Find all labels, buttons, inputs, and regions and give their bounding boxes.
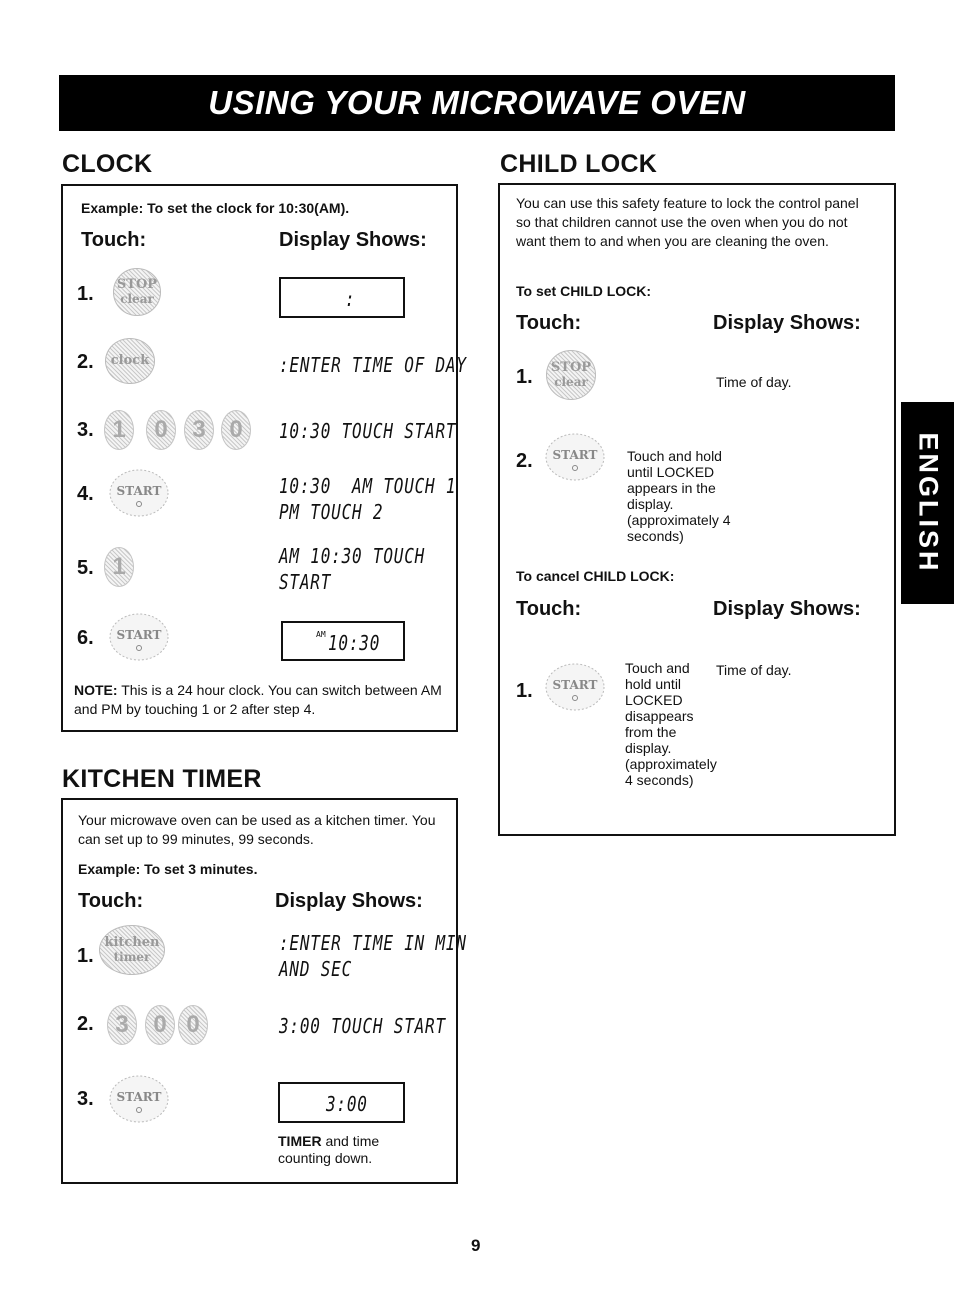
child-lock-set-heading: To set CHILD LOCK: xyxy=(516,283,652,299)
clock-note-text: This is a 24 hour clock. You can switch between AM and PM by touching 1 or 2 after step 4. xyxy=(74,682,442,717)
child-lock-set-step-2-number: 2. xyxy=(516,450,533,472)
child-lock-intro: You can use this safety feature to lock the control panel so that children cannot use the oven when you do not want them to and when you are cleaning the oven. xyxy=(516,195,859,249)
kitchen-timer-step-3-caption xyxy=(278,1133,418,1167)
kitchen-timer-step-1-display-line1: :ENTER TIME IN MIN xyxy=(279,931,467,955)
digit-0-button[interactable]: 0 xyxy=(145,1005,175,1045)
kitchen-timer-step-3-display-text: 3:00 xyxy=(326,1092,368,1116)
kitchen-timer-step-2-number: 2. xyxy=(77,1013,94,1035)
kitchen-timer-step-1-number: 1. xyxy=(77,945,94,967)
clock-title: CLOCK xyxy=(62,150,153,178)
kitchen-timer-step-3-caption-rest: and time counting down. xyxy=(278,1133,380,1166)
page-banner xyxy=(59,75,895,131)
language-tab-label: ENGLISH xyxy=(913,432,943,574)
child-lock-cancel-touch-header: Touch: xyxy=(516,598,582,620)
clock-step-4-display-line2: PM TOUCH 2 xyxy=(279,500,384,524)
digit-3-button[interactable]: 3 xyxy=(107,1005,137,1045)
kitchen-timer-step-3-display xyxy=(278,1082,405,1123)
clock-step-4-display-line1: 10:30 AM TOUCH 1 xyxy=(279,474,457,498)
clock-note xyxy=(74,681,446,719)
clock-step-1-display xyxy=(279,277,405,318)
digit-0-button[interactable]: 0 xyxy=(178,1005,208,1045)
kitchen-timer-touch-header: Touch: xyxy=(78,890,144,912)
start-button[interactable] xyxy=(544,662,606,712)
stop-clear-button-line2: clear xyxy=(120,292,154,306)
start-button[interactable] xyxy=(108,1074,170,1124)
start-button-label: START xyxy=(552,448,598,462)
clock-note-label: NOTE: xyxy=(74,682,118,698)
stop-clear-button-line1: STOP xyxy=(116,277,158,292)
clock-step-4-number: 4. xyxy=(77,483,94,505)
child-lock-cancel-heading: To cancel CHILD LOCK: xyxy=(516,568,675,584)
kitchen-timer-intro: Your microwave oven can be used as a kitchen timer. You can set up to 99 minutes, 99 seconds. xyxy=(78,812,436,847)
digit-1-button[interactable]: 1 xyxy=(104,410,134,450)
kitchen-timer-display-header: Display Shows: xyxy=(275,890,423,912)
kitchen-timer-step-1-display-line2: AND SEC xyxy=(279,957,353,981)
child-lock-set-step-1-display: Time of day. xyxy=(716,374,792,390)
clock-step-6-number: 6. xyxy=(77,627,94,649)
child-lock-set-step-2-instruction: Touch and hold until LOCKED appears in the display. (approximately 4 seconds) xyxy=(627,448,731,544)
clock-step-6-display-am: AM xyxy=(316,630,326,639)
start-button-label: START xyxy=(116,1090,162,1104)
child-lock-touch-header: Touch: xyxy=(516,312,582,334)
banner-title: USING YOUR MICROWAVE OVEN xyxy=(208,84,746,121)
clock-step-5-display-line2: START xyxy=(279,570,332,594)
digit-3-button[interactable]: 3 xyxy=(184,410,214,450)
clock-step-3-display-text: 10:30 TOUCH START xyxy=(279,419,457,443)
clock-display-header: Display Shows: xyxy=(279,229,427,251)
child-lock-cancel-step-1-number: 1. xyxy=(516,680,533,702)
digit-0-button[interactable]: 0 xyxy=(146,410,176,450)
clock-step-3-number: 3. xyxy=(77,419,94,441)
stop-clear-button-line2: clear xyxy=(554,375,588,389)
clock-step-2-display-text: :ENTER TIME OF DAY xyxy=(279,353,467,377)
clock-step-2-number: 2. xyxy=(77,351,94,373)
kitchen-timer-step-2-display-text: 3:00 TOUCH START xyxy=(279,1014,446,1038)
child-lock-title: CHILD LOCK xyxy=(500,150,658,178)
kitchen-timer-button-line1: kitchen xyxy=(104,935,160,950)
clock-button[interactable] xyxy=(105,338,155,384)
clock-step-6-display xyxy=(281,621,405,661)
kitchen-timer-panel xyxy=(61,798,458,1184)
digit-0-button[interactable]: 0 xyxy=(221,410,251,450)
start-button-label: START xyxy=(116,484,162,498)
clock-step-5-display-line1: AM 10:30 TOUCH xyxy=(279,544,426,568)
start-button-label: START xyxy=(552,678,598,692)
clock-step-6-display-text: 10:30 xyxy=(328,631,381,655)
start-button[interactable] xyxy=(108,468,170,518)
start-button[interactable] xyxy=(544,432,606,482)
start-button[interactable] xyxy=(108,612,170,662)
stop-clear-button-line1: STOP xyxy=(550,360,592,375)
child-lock-set-step-1-number: 1. xyxy=(516,366,533,388)
clock-button-label: clock xyxy=(110,353,150,368)
child-lock-cancel-display-header: Display Shows: xyxy=(713,598,861,620)
digit-1-button[interactable]: 1 xyxy=(104,547,134,587)
kitchen-timer-button[interactable] xyxy=(99,925,165,975)
clock-step-1-number: 1. xyxy=(77,283,94,305)
clock-touch-header: Touch: xyxy=(81,229,147,251)
page-number: 9 xyxy=(471,1236,481,1255)
kitchen-timer-example: Example: To set 3 minutes. xyxy=(78,861,258,877)
clock-step-5-number: 5. xyxy=(77,557,94,579)
clock-example: Example: To set the clock for 10:30(AM). xyxy=(81,200,350,216)
clock-step-1-display-text: : xyxy=(345,287,356,311)
start-button-label: START xyxy=(116,628,162,642)
kitchen-timer-step-3-number: 3. xyxy=(77,1088,94,1110)
kitchen-timer-title: KITCHEN TIMER xyxy=(62,765,262,793)
child-lock-display-header: Display Shows: xyxy=(713,312,861,334)
kitchen-timer-button-line2: timer xyxy=(113,950,151,964)
kitchen-timer-step-3-caption-bold: TIMER xyxy=(278,1133,322,1149)
language-tab xyxy=(901,402,954,604)
child-lock-cancel-step-1-instruction: Touch and hold until LOCKED disappears from the display. (approximately 4 seconds) xyxy=(625,660,717,788)
stop-clear-button[interactable] xyxy=(546,350,596,400)
child-lock-cancel-step-1-display: Time of day. xyxy=(716,662,792,678)
stop-clear-button[interactable] xyxy=(113,268,161,316)
